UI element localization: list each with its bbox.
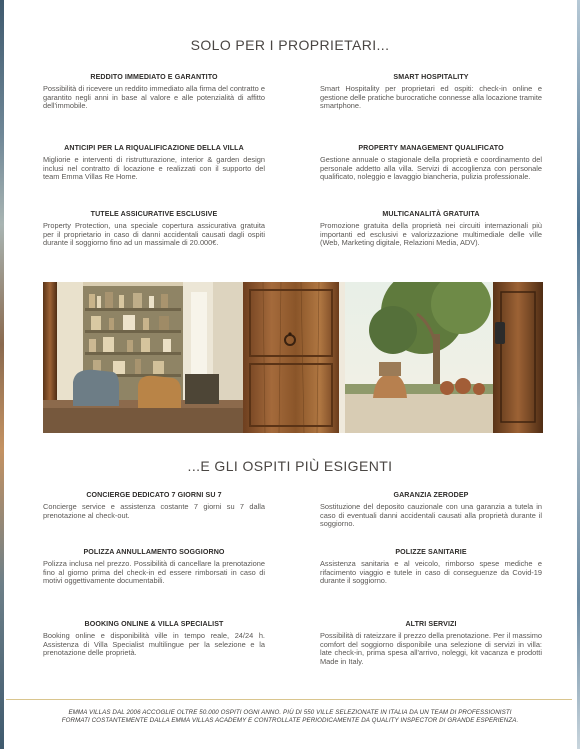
- left-edge-strip: [0, 0, 4, 749]
- feature-body: Possibilità di ricevere un reddito immediato alla firma del contratto e garantito negli anni in base al valore e alle potenzialità di affitto dell'immobile.: [43, 84, 265, 111]
- guests-feature-3: [43, 548, 265, 586]
- footer-note: [20, 709, 560, 726]
- feature-title: CONCIERGE DEDICATO 7 GIORNI SU 7: [86, 491, 222, 499]
- feature-body: Assistenza sanitaria e al veicolo, rimborso spese mediche e rifacimento viaggio e tutele in caso di conseguenze da Covid-19 durante il soggiorno.: [320, 559, 542, 586]
- feature-body: Promozione gratuita della proprietà nei circuiti internazionali più importanti ed esclusivi e valorizzazione multimediale delle ville (Web, Marketing digitale, Relazioni Media, ADV).: [320, 221, 542, 248]
- feature-body: Sostituzione del deposito cauzionale con una garanzia a tutela in caso di eventuali danni accidentali causati alla proprietà durante il soggiorno.: [320, 502, 542, 529]
- feature-title: GARANZIA ZERODEP: [393, 491, 469, 499]
- guests-feature-2: [320, 491, 542, 529]
- villa-photo-illustration: [43, 282, 543, 433]
- owners-heading: SOLO PER I PROPRIETARI...: [190, 37, 390, 53]
- owners-feature-4: [320, 144, 542, 182]
- feature-title: POLIZZA ANNULLAMENTO SOGGIORNO: [83, 548, 225, 556]
- feature-body: Migliorie e interventi di ristrutturazione, interior & garden design inclusi nel contratto di locazione e realizzati con il supporto del team Emma Villas Re Home.: [43, 155, 265, 182]
- owners-feature-2: [320, 73, 542, 111]
- guests-feature-6: [320, 620, 542, 666]
- feature-title: REDDITO IMMEDIATO E GARANTITO: [90, 73, 218, 81]
- guests-heading: ...E GLI OSPITI PIÙ ESIGENTI: [187, 458, 393, 474]
- feature-title: POLIZZE SANITARIE: [395, 548, 467, 556]
- feature-title: ANTICIPI PER LA RIQUALIFICAZIONE DELLA VILLA: [64, 144, 244, 152]
- feature-body: Smart Hospitality per proprietari ed ospiti: check-in online e gestione delle pratiche burocratiche connesse alla locazione tramite smartphone.: [320, 84, 542, 111]
- feature-body: Possibilità di rateizzare il prezzo della prenotazione. Per il massimo comfort del soggiorno disponibile una selezione di servizi in villa: late check-in, prima spesa all'arrivo, noleggi, kit vacanza e prodotti Made in Italy.: [320, 631, 542, 666]
- feature-title: PROPERTY MANAGEMENT QUALIFICATO: [358, 144, 504, 152]
- owners-feature-3: [43, 144, 265, 182]
- footer-line-1: EMMA VILLAS DAL 2006 ACCOGLIE OLTRE 50.000 OSPITI OGNI ANNO. PIÙ DI 550 VILLE SELEZIONATE IN ITALIA DA UN TEAM DI PROFESSIONISTI: [68, 709, 512, 716]
- guests-feature-5: [43, 620, 265, 658]
- feature-body: Gestione annuale o stagionale della proprietà e coordinamento del personale addetto alla villa. Servizi di accoglienza con personale qualificato, noleggio e lavaggio biancheria, pulizia professionale.: [320, 155, 542, 182]
- feature-title: TUTELE ASSICURATIVE ESCLUSIVE: [90, 210, 218, 218]
- feature-title: ALTRI SERVIZI: [405, 620, 457, 628]
- feature-body: Concierge service e assistenza costante 7 giorni su 7 dalla prenotazione al check-out.: [43, 502, 265, 520]
- feature-body: Property Protection, una speciale copertura assicurativa gratuita per il proprietario in caso di danni accidentali causati dagli ospiti durante il soggiorno fino ad un massimale di 20.000€.: [43, 221, 265, 248]
- feature-title: SMART HOSPITALITY: [393, 73, 469, 81]
- feature-body: Polizza inclusa nel prezzo. Possibilità di cancellare la prenotazione fino al giorno prima del check-in ed essere rimborsati in caso di motivi oggettivamente documentabili.: [43, 559, 265, 586]
- feature-title: BOOKING ONLINE & VILLA SPECIALIST: [84, 620, 224, 628]
- footer-divider: [6, 699, 572, 700]
- feature-body: Booking online e disponibilità ville in tempo reale, 24/24 h. Assistenza di Villa Specialist multilingue per la selezione e la prenotazione delle proprietà.: [43, 631, 265, 658]
- feature-title: MULTICANALITÀ GRATUITA: [382, 210, 480, 218]
- owners-feature-6: [320, 210, 542, 248]
- owners-feature-5: [43, 210, 265, 248]
- villa-photo-collage: [43, 282, 543, 433]
- guests-feature-4: [320, 548, 542, 586]
- owners-feature-1: [43, 73, 265, 111]
- footer-line-2: FORMATI COSTANTEMENTE DALLA EMMA VILLAS ACADEMY E CONTROLLATE PERIODICAMENTE DA QUALITY INSPECTOR DI GRANDE ESPERIENZA.: [61, 717, 519, 725]
- guests-feature-1: [43, 491, 265, 520]
